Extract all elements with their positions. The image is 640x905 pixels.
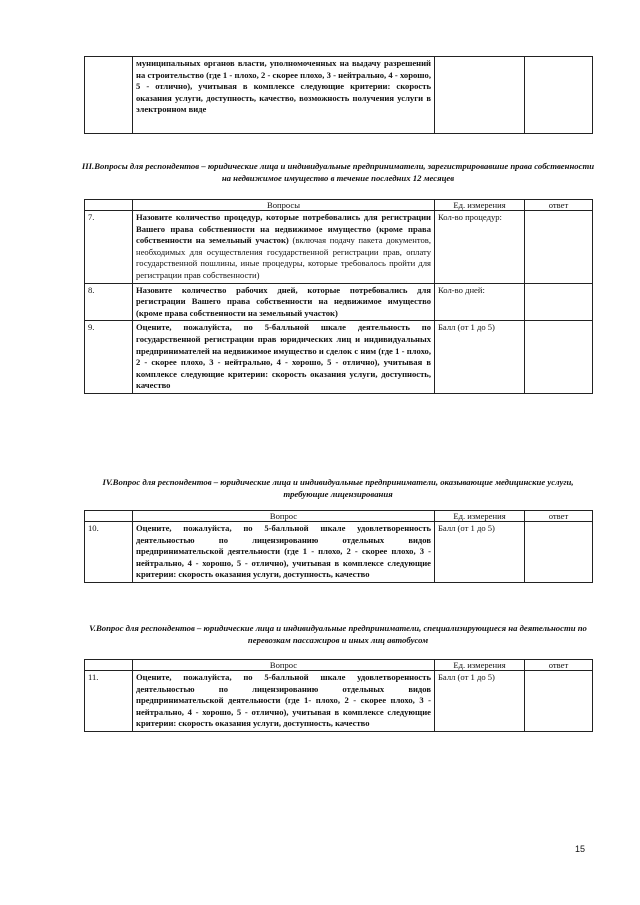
answer-cell[interactable]: [525, 211, 593, 284]
table-row: [85, 671, 593, 732]
header-answer: ответ: [525, 200, 593, 211]
section-heading-5: V.Вопрос для респондентов – юридические лица и индивидуальные предприниматели, специализирующиеся на деятельности по перевозкам пассажиров и иных лиц автобусом: [89, 623, 587, 645]
table-header-row: [85, 511, 593, 522]
section-heading-4: IV.Вопрос для респондентов – юридические лица и индивидуальные предприниматели, оказывающие медицинские услуги, требующие лицензирования: [102, 477, 574, 499]
header-unit: Ед. измерения: [435, 511, 525, 522]
unit-cell: [435, 57, 525, 134]
section-heading-3: III.Вопросы для респондентов – юридические лица и индивидуальные предприниматели, зарегистрировавшие права собственности на недвижимое имущество в течение последних 12 месяцев: [81, 161, 595, 183]
section-3-table: [84, 199, 593, 394]
question-cell: Назовите количество рабочих дней, которые потребовались для регистрации Вашего права собственности на недвижимое имущество (кроме права собственности на земельный участок): [133, 283, 435, 321]
header-number: [85, 660, 133, 671]
header-unit: Ед. измерения: [435, 660, 525, 671]
row-number: 7.: [85, 211, 133, 284]
unit-cell: Балл (от 1 до 5): [435, 671, 525, 732]
table-row: [85, 211, 593, 284]
header-number: [85, 511, 133, 522]
header-unit: Ед. измерения: [435, 200, 525, 211]
unit-cell: Кол-во процедур:: [435, 211, 525, 284]
row-number: 8.: [85, 283, 133, 321]
answer-cell[interactable]: [525, 522, 593, 583]
table-row: [85, 283, 593, 321]
continuation-table: [84, 56, 593, 134]
page-number: 15: [575, 844, 586, 854]
header-question: Вопрос: [133, 660, 435, 671]
question-cell: муниципальных органов власти, уполномоченных на выдачу разрешений на строительство (где 1 - плохо, 2 - скорее плохо, 3 - нейтрально, 4 - хорошо, 5 - отлично), учитывая в комплексе следующие критерии: скорость оказания услуги, доступность, качество, возможность получения услуги в электронном виде: [133, 57, 435, 134]
header-question: Вопрос: [133, 511, 435, 522]
header-answer: ответ: [525, 660, 593, 671]
question-bold-text: Назовите количество процедур, которые потребовались для регистрации Вашего права собственности на недвижимое имущество (кроме права собственности на земельный участок): [136, 212, 431, 246]
question-cell: [133, 211, 435, 284]
section-4-table: [84, 510, 593, 583]
question-cell: Оцените, пожалуйста, по 5-балльной шкале удовлетворенность деятельностью по лицензированию отдельных видов предпринимательской деятельности (где 1- плохо, 2 - скорее плохо, 3 - нейтрально, 4 - хорошо, 5 - отлично), учитывая в комплексе следующие критерии: скорость оказания услуги, доступность, качество: [133, 671, 435, 732]
header-number: [85, 200, 133, 211]
row-number-cell: [85, 57, 133, 134]
answer-cell[interactable]: [525, 283, 593, 321]
row-number: 9.: [85, 321, 133, 394]
answer-cell[interactable]: [525, 321, 593, 394]
header-question: Вопросы: [133, 200, 435, 211]
question-cell: Оцените, пожалуйста, по 5-балльной шкале удовлетворенность деятельностью по лицензированию отдельных видов предпринимательской деятельности (где 1 - плохо, 2 - скорее плохо, 3 - нейтрально, 4 - хорошо, 5 - отлично), учитывая в комплексе следующие критерии: скорость оказания услуги, доступность, качество: [133, 522, 435, 583]
table-row: [85, 321, 593, 394]
section-5-table: [84, 659, 593, 732]
row-number: 10.: [85, 522, 133, 583]
table-header-row: [85, 660, 593, 671]
unit-cell: Балл (от 1 до 5): [435, 321, 525, 394]
answer-cell[interactable]: [525, 671, 593, 732]
table-row: [85, 522, 593, 583]
question-cell: Оцените, пожалуйста, по 5-балльной шкале деятельность по государственной регистрации прав юридических лиц и индивидуальных предпринимателей на недвижимое имущество и сделок с ним (где 1 - плохо, 2 - скорее плохо, 3 - нейтрально, 4 - хорошо, 5 - отлично), учитывая в комплексе следующие критерии: скорость оказания услуги, доступность, качество: [133, 321, 435, 394]
unit-cell: Балл (от 1 до 5): [435, 522, 525, 583]
table-row: [85, 57, 593, 134]
table-header-row: [85, 200, 593, 211]
row-number: 11.: [85, 671, 133, 732]
unit-cell: Кол-во дней:: [435, 283, 525, 321]
header-answer: ответ: [525, 511, 593, 522]
answer-cell[interactable]: [525, 57, 593, 134]
question-normal-text: (включая подачу пакета документов, необходимых для осуществления государственной регистрации прав, оплату государственной пошлины, иные процедуры, которые требовалось пройти для регистрации прав собственности): [136, 235, 431, 280]
